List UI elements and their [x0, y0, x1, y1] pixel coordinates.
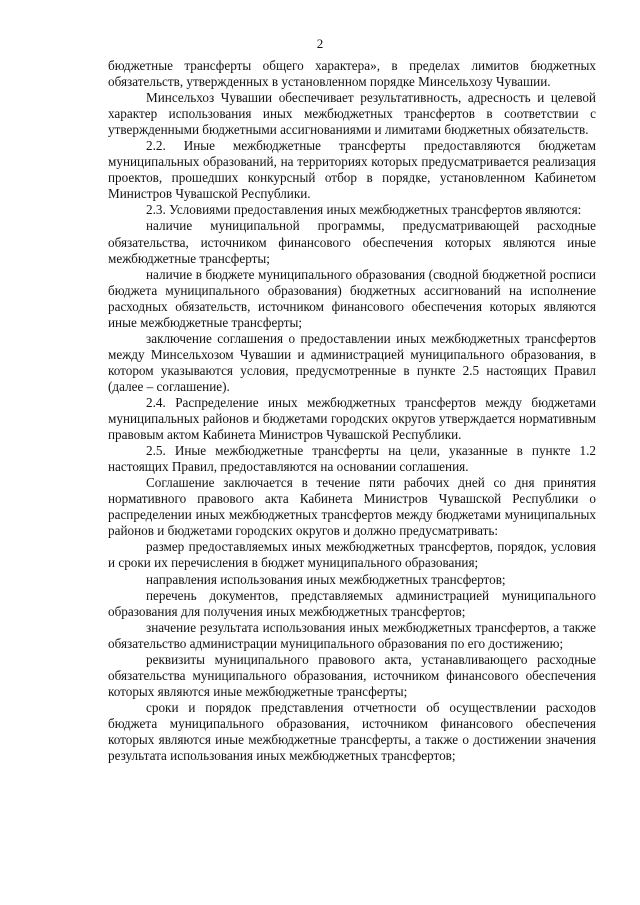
page-number: 2 [316, 36, 324, 51]
document-body [108, 58, 596, 764]
paragraph: заключение соглашения о предоставлении иных межбюджетных трансфертов между Минсельхозом Чувашии и администрацией муниципального образования, в котором указываются условия, предусмотренные в пункте 2.5 настоящих Правил (далее – соглашение). [108, 330, 596, 394]
paragraph: 2.5. Иные межбюджетные трансферты на цели, указанные в пункте 1.2 настоящих Правил, предоставляются на основании соглашения. [108, 443, 596, 475]
paragraph: 2.2. Иные межбюджетные трансферты предоставляются бюджетам муниципальных образований, на территориях которых предусматривается реализация проектов, прошедших конкурсный отбор в порядке, установленном Кабинетом Министров Чувашской Республики. [108, 138, 596, 202]
paragraph: 2.3. Условиями предоставления иных межбюджетных трансфертов являются: [146, 202, 582, 218]
paragraph: перечень документов, представляемых администрацией муниципального образования для получения иных межбюджетных трансфертов; [108, 587, 596, 619]
paragraph: наличие в бюджете муниципального образования (сводной бюджетной росписи бюджета муниципального образования) бюджетных ассигнований на исполнение расходных обязательств, источником финансового обеспечения которых являются иные межбюджетные трансферты; [108, 266, 596, 330]
paragraph: реквизиты муниципального правового акта, устанавливающего расходные обязательства муниципального образования, источником финансового обеспечения которых являются иные межбюджетные трансферты; [108, 651, 596, 699]
paragraph: 2.4. Распределение иных межбюджетных трансфертов между бюджетами муниципальных районов и бюджетами городских округов утверждается нормативным правовым актом Кабинета Министров Чувашской Республики. [108, 394, 596, 443]
paragraph: Минсельхоз Чувашии обеспечивает результативность, адресность и целевой характер использования иных межбюджетных трансфертов в соответствии с утвержденными бюджетными ассигнованиями и лимитами бюджетных обязательств. [108, 90, 596, 138]
paragraph: Соглашение заключается в течение пяти рабочих дней со дня принятия нормативного правового акта Кабинета Министров Чувашской Республики о распределении иных межбюджетных трансфертов между бюджетами муниципальных районов и бюджетами городских округов и должно предусматривать: [108, 475, 596, 539]
paragraph: сроки и порядок представления отчетности об осуществлении расходов бюджета муниципального образования, источником финансового обеспечения которых являются иные межбюджетные трансферты, а также о достижении значения результата использования иных межбюджетных трансфертов; [108, 699, 596, 764]
paragraph: размер предоставляемых иных межбюджетных трансфертов, порядок, условия и сроки их перечисления в бюджет муниципального образования; [108, 539, 596, 571]
paragraph: значение результата использования иных межбюджетных трансфертов, а также обязательство администрации муниципального образования по его достижению; [108, 619, 596, 651]
paragraph: бюджетные трансферты общего характера», в пределах лимитов бюджетных обязательств, утвержденных в установленном порядке Минсельхозу Чувашии. [108, 58, 596, 90]
paragraph: направления использования иных межбюджетных трансфертов; [146, 571, 506, 587]
paragraph: наличие муниципальной программы, предусматривающей расходные обязательства, источником финансового обеспечения которых являются иные межбюджетные трансферты; [108, 218, 596, 266]
